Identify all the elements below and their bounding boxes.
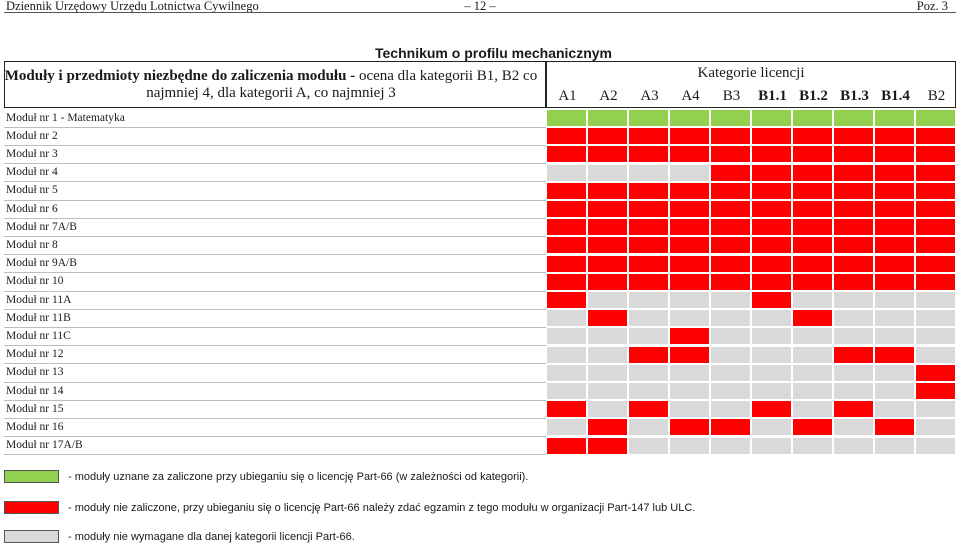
column-header-b1-3: B1.3	[840, 88, 869, 104]
grid-cell	[670, 165, 709, 181]
column-header-a4: A4	[681, 88, 700, 104]
grid-cell	[629, 110, 668, 126]
grid-cell	[588, 201, 627, 217]
module-name: Moduł nr 11C	[6, 329, 71, 342]
grid-cell	[834, 310, 873, 326]
grid-cell	[588, 419, 627, 435]
grid-cell	[752, 438, 791, 454]
grid-cell	[629, 219, 668, 235]
section-title: Technikum o profilu mechanicznym	[375, 45, 613, 61]
grid-cell	[793, 128, 832, 144]
grid-cell	[629, 328, 668, 344]
row-label	[6, 437, 83, 454]
grid-cell	[916, 256, 955, 272]
grid-cell	[629, 438, 668, 454]
grid-cell	[711, 328, 750, 344]
grid-cell	[752, 183, 791, 199]
grid-cell	[588, 347, 627, 363]
grid-cell	[875, 183, 914, 199]
grid-cell	[711, 365, 750, 381]
grid-cell	[629, 128, 668, 144]
grid-cell	[711, 401, 750, 417]
row-label	[6, 401, 64, 418]
grid-cell	[793, 219, 832, 235]
grid-cell	[547, 292, 586, 308]
grid-cell	[875, 419, 914, 435]
grid-cell	[711, 110, 750, 126]
table-title	[0, 68, 542, 102]
grid-cell	[547, 419, 586, 435]
page-number: – 12 –	[464, 0, 496, 13]
grid-cell	[752, 128, 791, 144]
grid-cell	[547, 237, 586, 253]
grid-cell	[834, 183, 873, 199]
grid-cell	[629, 347, 668, 363]
module-name: Moduł nr 13	[6, 366, 64, 379]
grid-cell	[916, 219, 955, 235]
row-label	[6, 255, 77, 272]
grid-cell	[875, 328, 914, 344]
grid-cell	[588, 292, 627, 308]
grid-cell	[834, 328, 873, 344]
module-name: Moduł nr 9A/B	[6, 257, 77, 270]
grid-cell	[916, 274, 955, 290]
grid-cell	[547, 274, 586, 290]
grid-cell	[916, 401, 955, 417]
grid-cell	[793, 237, 832, 253]
grid-cell	[588, 383, 627, 399]
grid-cell	[916, 328, 955, 344]
column-header-a3: A3	[640, 88, 659, 104]
row-label	[6, 219, 77, 236]
grid-cell	[629, 256, 668, 272]
column-header-b3: B3	[722, 88, 741, 104]
row-label	[6, 164, 58, 181]
grid-cell	[670, 438, 709, 454]
grid-cell	[670, 201, 709, 217]
module-subject: - Matematyka	[57, 111, 125, 124]
row-divider	[4, 418, 546, 419]
grid-cell	[547, 347, 586, 363]
row-label	[6, 328, 71, 345]
column-header-b2: B2	[927, 88, 946, 104]
row-divider	[4, 163, 546, 164]
page-header-left: Dziennik Urzędowy Urzędu Lotnictwa Cywilnego	[6, 0, 259, 13]
grid-cell	[711, 419, 750, 435]
row-divider	[4, 436, 546, 437]
grid-cell	[588, 401, 627, 417]
module-name: Moduł nr 12	[6, 348, 64, 361]
grid-cell	[629, 274, 668, 290]
row-label	[6, 110, 125, 127]
grid-cell	[793, 256, 832, 272]
grid-cell	[629, 146, 668, 162]
grid-cell	[670, 256, 709, 272]
grid-cell	[670, 146, 709, 162]
table-title-bold: Moduły i przedmioty niezbędne do zaliczenia modułu -	[4, 68, 356, 84]
grid-cell	[875, 365, 914, 381]
grid-cell	[711, 292, 750, 308]
row-divider	[4, 309, 546, 310]
row-label	[6, 383, 64, 400]
row-divider	[4, 181, 546, 182]
grid-cell	[711, 310, 750, 326]
grid-cell	[711, 201, 750, 217]
grid-cell	[670, 128, 709, 144]
grid-cell	[875, 347, 914, 363]
grid-cell	[793, 383, 832, 399]
grid-cell	[793, 183, 832, 199]
grid-cell	[629, 201, 668, 217]
grid-cell	[793, 110, 832, 126]
grid-cell	[834, 383, 873, 399]
legend-text: - moduły uznane za zaliczone przy ubieganiu się o licencję Part-66 (w zależności od kategorii).	[68, 471, 529, 483]
grid-cell	[875, 310, 914, 326]
grid-cell	[875, 383, 914, 399]
grid-cell	[711, 146, 750, 162]
module-name: Moduł nr 1	[6, 111, 58, 124]
table-title-line2: najmniej 4, dla kategorii A, co najmniej 3	[146, 85, 396, 101]
grid-cell	[793, 146, 832, 162]
row-label	[6, 128, 58, 145]
grid-cell	[834, 438, 873, 454]
grid-cell	[916, 146, 955, 162]
column-header-a1: A1	[558, 88, 577, 104]
row-divider	[4, 272, 546, 273]
row-divider	[4, 236, 546, 237]
grid-cell	[916, 201, 955, 217]
grid-cell	[547, 165, 586, 181]
module-name: Moduł nr 17A/B	[6, 439, 83, 452]
legend-swatch	[4, 470, 59, 483]
module-name: Moduł nr 7A/B	[6, 220, 77, 233]
grid-cell	[670, 219, 709, 235]
grid-cell	[629, 419, 668, 435]
grid-cell	[834, 110, 873, 126]
row-divider	[4, 218, 546, 219]
table-title-rest: ocena dla kategorii B1, B2 co	[355, 68, 538, 84]
grid-cell	[916, 365, 955, 381]
grid-cell	[793, 365, 832, 381]
row-label	[6, 182, 58, 199]
module-name: Moduł nr 10	[6, 275, 64, 288]
grid-cell	[916, 419, 955, 435]
grid-cell	[588, 219, 627, 235]
legend-text: - moduły nie zaliczone, przy ubieganiu się o licencję Part-66 należy zdać egzamin z tego modułu w organizacji Part-147 lub ULC.	[68, 502, 696, 514]
grid-cell	[547, 183, 586, 199]
grid-cell	[588, 365, 627, 381]
grid-cell	[670, 347, 709, 363]
legend-text: - moduły nie wymagane dla danej kategorii licencji Part-66.	[68, 531, 355, 543]
grid-cell	[793, 292, 832, 308]
grid-cell	[547, 201, 586, 217]
grid-cell	[752, 219, 791, 235]
grid-cell	[916, 438, 955, 454]
grid-cell	[711, 237, 750, 253]
row-label	[6, 201, 58, 218]
grid-cell	[547, 256, 586, 272]
grid-cell	[875, 146, 914, 162]
grid-cell	[588, 237, 627, 253]
grid-cell	[711, 183, 750, 199]
grid-cell	[875, 110, 914, 126]
grid-cell	[752, 110, 791, 126]
module-name: Moduł nr 8	[6, 238, 58, 251]
grid-cell	[547, 146, 586, 162]
grid-cell	[834, 146, 873, 162]
row-label	[6, 419, 64, 436]
grid-cell	[547, 365, 586, 381]
grid-cell	[629, 310, 668, 326]
grid-cell	[588, 328, 627, 344]
column-header-a2: A2	[599, 88, 618, 104]
grid-cell	[752, 347, 791, 363]
module-name: Moduł nr 15	[6, 402, 64, 415]
grid-cell	[711, 274, 750, 290]
module-name: Moduł nr 6	[6, 202, 58, 215]
row-divider	[4, 382, 546, 383]
grid-cell	[752, 146, 791, 162]
grid-cell	[875, 128, 914, 144]
grid-cell	[547, 401, 586, 417]
grid-cell	[875, 274, 914, 290]
grid-cell	[875, 401, 914, 417]
grid-cell	[670, 310, 709, 326]
grid-cell	[793, 310, 832, 326]
row-label	[6, 237, 58, 254]
grid-cell	[834, 292, 873, 308]
module-name: Moduł nr 11A	[6, 293, 72, 306]
grid-cell	[834, 256, 873, 272]
row-divider	[4, 291, 546, 292]
row-label	[6, 273, 64, 290]
row-divider	[4, 127, 546, 128]
grid-cell	[834, 365, 873, 381]
grid-cell	[793, 201, 832, 217]
grid-cell	[793, 274, 832, 290]
legend-swatch	[4, 530, 59, 543]
row-divider	[4, 345, 546, 346]
grid-cell	[752, 419, 791, 435]
grid-cell	[547, 438, 586, 454]
grid-cell	[629, 365, 668, 381]
grid-cell	[629, 237, 668, 253]
row-label	[6, 310, 71, 327]
grid-cell	[875, 219, 914, 235]
grid-cell	[834, 201, 873, 217]
grid-cell	[875, 256, 914, 272]
header-rule	[4, 12, 956, 13]
module-name: Moduł nr 14	[6, 384, 64, 397]
grid-cell	[793, 401, 832, 417]
grid-cell	[793, 165, 832, 181]
grid-cell	[793, 347, 832, 363]
grid-cell	[916, 183, 955, 199]
grid-cell	[588, 438, 627, 454]
grid-cell	[711, 219, 750, 235]
row-divider	[4, 200, 546, 201]
module-name: Moduł nr 5	[6, 184, 58, 197]
grid-cell	[875, 201, 914, 217]
module-name: Moduł nr 3	[6, 147, 58, 160]
module-name: Moduł nr 11B	[6, 311, 71, 324]
grid-cell	[916, 347, 955, 363]
grid-cell	[547, 383, 586, 399]
categories-heading: Kategorie licencji	[697, 65, 805, 81]
grid-cell	[670, 419, 709, 435]
grid-cell	[916, 237, 955, 253]
grid-cell	[711, 438, 750, 454]
grid-cell	[547, 110, 586, 126]
column-header-b1-1: B1.1	[758, 88, 787, 104]
grid-cell	[916, 310, 955, 326]
grid-cell	[629, 183, 668, 199]
grid-cell	[752, 201, 791, 217]
row-label	[6, 364, 64, 381]
grid-cell	[834, 274, 873, 290]
grid-cell	[793, 438, 832, 454]
grid-cell	[670, 183, 709, 199]
row-divider	[4, 454, 546, 455]
grid-cell	[711, 383, 750, 399]
grid-cell	[875, 165, 914, 181]
grid-cell	[834, 419, 873, 435]
grid-cell	[670, 401, 709, 417]
grid-cell	[588, 146, 627, 162]
grid-cell	[711, 165, 750, 181]
grid-cell	[752, 237, 791, 253]
grid-cell	[629, 383, 668, 399]
grid-cell	[875, 292, 914, 308]
grid-cell	[711, 256, 750, 272]
grid-cell	[834, 165, 873, 181]
row-label	[6, 292, 71, 309]
grid-cell	[875, 237, 914, 253]
grid-cell	[793, 419, 832, 435]
grid-cell	[588, 165, 627, 181]
grid-cell	[670, 110, 709, 126]
grid-cell	[588, 128, 627, 144]
grid-cell	[588, 274, 627, 290]
column-header-b1-2: B1.2	[799, 88, 828, 104]
grid-cell	[547, 328, 586, 344]
grid-cell	[834, 219, 873, 235]
grid-cell	[629, 292, 668, 308]
row-divider	[4, 400, 546, 401]
grid-cell	[629, 165, 668, 181]
page-header-right: Poz. 3	[916, 0, 948, 13]
row-label	[6, 146, 58, 163]
grid-cell	[916, 128, 955, 144]
row-divider	[4, 145, 546, 146]
column-header-b1-4: B1.4	[881, 88, 910, 104]
grid-cell	[711, 128, 750, 144]
grid-cell	[916, 383, 955, 399]
legend-swatch	[4, 501, 59, 514]
row-divider	[4, 254, 546, 255]
grid-cell	[670, 365, 709, 381]
row-divider	[4, 363, 546, 364]
grid-cell	[834, 237, 873, 253]
grid-cell	[752, 292, 791, 308]
grid-cell	[670, 383, 709, 399]
grid-cell	[547, 310, 586, 326]
grid-cell	[588, 310, 627, 326]
grid-cell	[629, 401, 668, 417]
grid-cell	[752, 328, 791, 344]
grid-cell	[793, 328, 832, 344]
grid-cell	[670, 292, 709, 308]
grid-cell	[752, 256, 791, 272]
grid-cell	[588, 183, 627, 199]
grid-cell	[875, 438, 914, 454]
row-label	[6, 346, 64, 363]
grid-cell	[834, 128, 873, 144]
row-divider	[4, 327, 546, 328]
module-name: Moduł nr 16	[6, 420, 64, 433]
grid-cell	[834, 401, 873, 417]
grid-cell	[916, 110, 955, 126]
grid-cell	[752, 274, 791, 290]
grid-cell	[547, 128, 586, 144]
grid-cell	[752, 383, 791, 399]
grid-cell	[834, 347, 873, 363]
grid-cell	[916, 165, 955, 181]
grid-cell	[588, 256, 627, 272]
grid-cell	[752, 310, 791, 326]
grid-cell	[752, 365, 791, 381]
grid-cell	[916, 292, 955, 308]
grid-cell	[752, 165, 791, 181]
module-name: Moduł nr 4	[6, 166, 58, 179]
grid-cell	[711, 347, 750, 363]
grid-cell	[547, 219, 586, 235]
module-name: Moduł nr 2	[6, 129, 58, 142]
grid-cell	[752, 401, 791, 417]
grid-cell	[670, 274, 709, 290]
grid-cell	[670, 237, 709, 253]
grid-cell	[670, 328, 709, 344]
grid-cell	[588, 110, 627, 126]
